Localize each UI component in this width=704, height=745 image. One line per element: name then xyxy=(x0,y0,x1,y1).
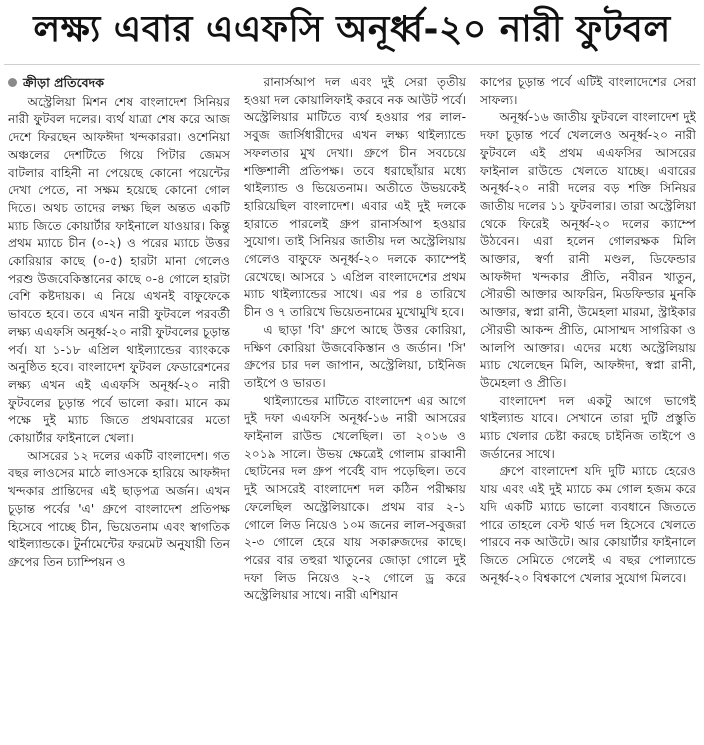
article-column-2 xyxy=(244,74,466,740)
paragraph: রানার্সআপ দল এবং দুই সেরা তৃতীয় হওয়া দল কোয়ালিফাই করবে নক আউট পর্বে। অস্ট্রেলিয়ার মাটিতে ব্যর্থ হওয়ার পর লাল-সবুজ জার্সিধারীদের এখন লক্ষ্য থাইল্যান্ডে সফলতার মুখ দেখা। গ্রুপে চীন সবচেয়ে শক্তিশালী প্রতিপক্ষ। তবে ধরাছোঁয়ার মধ্যে থাইল্যান্ড ও ভিয়েতনাম। অতীতে উভয়কেই হারিয়েছিল বাংলাদেশ। এবার এই দুই দলকে হারাতে পারলেই গ্রুপ রানার্সআপ হওয়ার সুযোগ। তাই সিনিয়র জাতীয় দল অস্ট্রেলিয়ায় গেলেও বাফুফে অনূর্ধ্ব-২০ দলকে ক্যাম্পেই রেখেছে। আসরে ১ এপ্রিল বাংলাদেশের প্রথম ম্যাচ থাইল্যান্ডের সাথে। এর পর ৪ তারিখে চীন ও ৭ তারিখে ভিয়েতনামের মুখোমুখি হবে। xyxy=(244,75,466,320)
paragraph: থাইল্যান্ডের মাটিতে বাংলাদেশ এর আগে দুই দফা এএফসি অনূর্ধ্ব-১৬ নারী আসরের ফাইনাল রাউন্ড খেলেছিল। তা ২০১৬ ও ২০১৯ সালে। উভয় ক্ষেত্রেই গোলাম রাব্বানী ছোটনের দল গ্রুপ পর্বেই বাদ পড়েছিল। তবে দুই আসরেই বাংলাদেশ দল কঠিন পরীক্ষায় ফেলেছিল অস্ট্রেলিয়াকে। প্রথম বার ২-১ গোলে লিড নিয়েও ১০ম জনের লাল-সবুজরা ২-৩ গোলে হেরে যায় সকারুজদের কাছে। পরের বার তহুরা খাতুনের জোড়া গোলে দুই দফা লিড নিয়েও ২-২ গোলে ড্র করে অস্ট্রেলিয়ার সাথে। নারী এশিয়ান xyxy=(244,393,466,603)
headline: লক্ষ্য এবার এএফসি অনূর্ধ্ব-২০ নারী ফুটবল xyxy=(33,9,671,50)
byline xyxy=(8,74,230,92)
paragraph: অস্ট্রেলিয়া মিশন শেষ বাংলাদেশ সিনিয়র নারী ফুটবল দলের। ব্যর্থ যাত্রা শেষ করে আজ দেশে ফিরছেন আফঈদা খন্দকাররা। ওশেনিয়া অঞ্চলের দেশটিতে গিয়ে পিটার জেমস বাটলার বাহিনী না পেয়েছে কোনো পয়েন্টের দেখা পেতে, না সক্ষম হয়েছে কোনো গোল দিতে। অথচ তাদের লক্ষ্য ছিল অন্তত একটি ম্যাচ জিতে কোয়ার্টার ফাইনালে যাওয়ার। কিন্তু প্রথম ম্যাচে চীন (০-২) ও পরের ম্যাচে উত্তর কোরিয়ার কাছে (০-৫) হারটা মানা গেলেও পরশু উজবেকিস্তানের কাছে ০-৪ গোলে হারটা বেশি কষ্টদায়ক। এ নিয়ে এখনই বাফুফেকে ভাবতে হবে। তবে এখন নারী ফুটবলে পরবর্তী লক্ষ্য এএফসি অনূর্ধ্ব-২০ নারী ফুটবলের চূড়ান্ত পর্ব। যা ১-১৮ এপ্রিল থাইল্যান্ডের ব্যাংককে অনুষ্ঠিত হবে। বাংলাদেশ ফুটবল ফেডারেশনের লক্ষ্য এখন এই এএফসি অনূর্ধ্ব-২০ নারী ফুটবলের চূড়ান্ত পর্বে ভালো করা। মানে কম পক্ষে দুই ম্যাচ জিতে প্রথমবারের মতো কোয়ার্টার ফাইনালে খেলা। xyxy=(8,94,230,446)
bullet-icon xyxy=(8,78,17,87)
byline-text: ক্রীড়া প্রতিবেদক xyxy=(23,75,105,90)
article-column-3 xyxy=(480,74,696,740)
paragraph: এ ছাড়া 'বি' গ্রুপে আছে উত্তর কোরিয়া, দক্ষিণ কোরিয়া উজবেকিস্তান ও জর্ডান। 'সি' গ্রুপের চার দল জাপান, অস্ট্রেলিয়া, চাইনিজ তাইপে ও ভারত। xyxy=(244,322,466,390)
paragraph: কাপের চূড়ান্ত পর্বে এটিই বাংলাদেশের সেরা সাফল্য। xyxy=(480,75,696,107)
headline-divider xyxy=(4,64,700,65)
article-column-1 xyxy=(8,74,230,740)
paragraph: গ্রুপে বাংলাদেশ যদি দুটি ম্যাচে হেরেও যায় এবং এই দুই ম্যাচে কম গোল হজম করে যদি একটি ম্যাচে ভালো ব্যবধানে জিততে পারে তাহলে বেস্ট থার্ড দল হিসেবে খেলতে পারবে নক আউটে। আর কোয়ার্টার ফাইনালে জিতে সেমিতে গেলেই এ বছর পোল্যান্ডে অনূর্ধ্ব-২০ বিশ্বকাপে খেলার সুযোগ মিলবে। xyxy=(480,464,696,585)
paragraph: বাংলাদেশ দল একটু আগে ভাগেই থাইল্যান্ড যাবে। সেখানে তারা দুটি প্রস্তুতি ম্যাচ খেলার চেষ্টা করছে চাইনিজ তাইপে ও জর্ডানের সাথে। xyxy=(480,393,696,461)
paragraph: অনূর্ধ্ব-১৬ জাতীয় ফুটবলে বাংলাদেশ দুই দফা চূড়ান্ত পর্বে খেললেও অনূর্ধ্ব-২০ নারী ফুটবলে এই প্রথম এএফসির আসরের ফাইনাল রাউন্ডে খেলতে যাচ্ছে। এবারের অনূর্ধ্ব-২০ নারী দলের বড় শক্তি সিনিয়র জাতীয় দলের ১১ ফুটবলার। তারা অস্ট্রেলিয়া থেকে ফিরেই অনূর্ধ্ব-২০ দলের ক্যাম্পে উঠবেন। এরা হলেন গোলরক্ষক মিলি আক্তার, স্বর্ণা রানী মণ্ডল, ডিফেন্ডার আফঈদা খন্দকার প্রীতি, নবীরন খাতুন, সৌরভী আক্তার আফরিন, মিডফিল্ডার মুনকি আক্তার, স্বপ্না রানী, উমেহলা মারমা, স্ট্রাইকার সৌরভী আকন্দ প্রীতি, মোসাম্মদ সাগরিকা ও আলপি আক্তার। এদের মধ্যে অস্ট্রেলিয়ায় ম্যাচ খেলেছেন মিলি, আফঈদা, স্বপ্না রানী, উমেহলা ও প্রীতি। xyxy=(480,110,696,390)
paragraph: আসরের ১২ দলের একটি বাংলাদেশ। গত বছর লাওসের মাঠে লাওসকে হারিয়ে আফঈদা খন্দকার প্রান্তিদের এই ছাড়পত্র অর্জন। এখন চূড়ান্ত পর্বের 'এ' গ্রুপে বাংলাদেশ প্রতিপক্ষ হিসেবে পাচ্ছে চীন, ভিয়েতনাম এবং স্বাগতিক থাইল্যান্ডকে। টুর্নামেন্টের ফরমেট অনুযায়ী তিন গ্রুপের তিন চ্যাম্পিয়ন ও xyxy=(8,448,230,569)
